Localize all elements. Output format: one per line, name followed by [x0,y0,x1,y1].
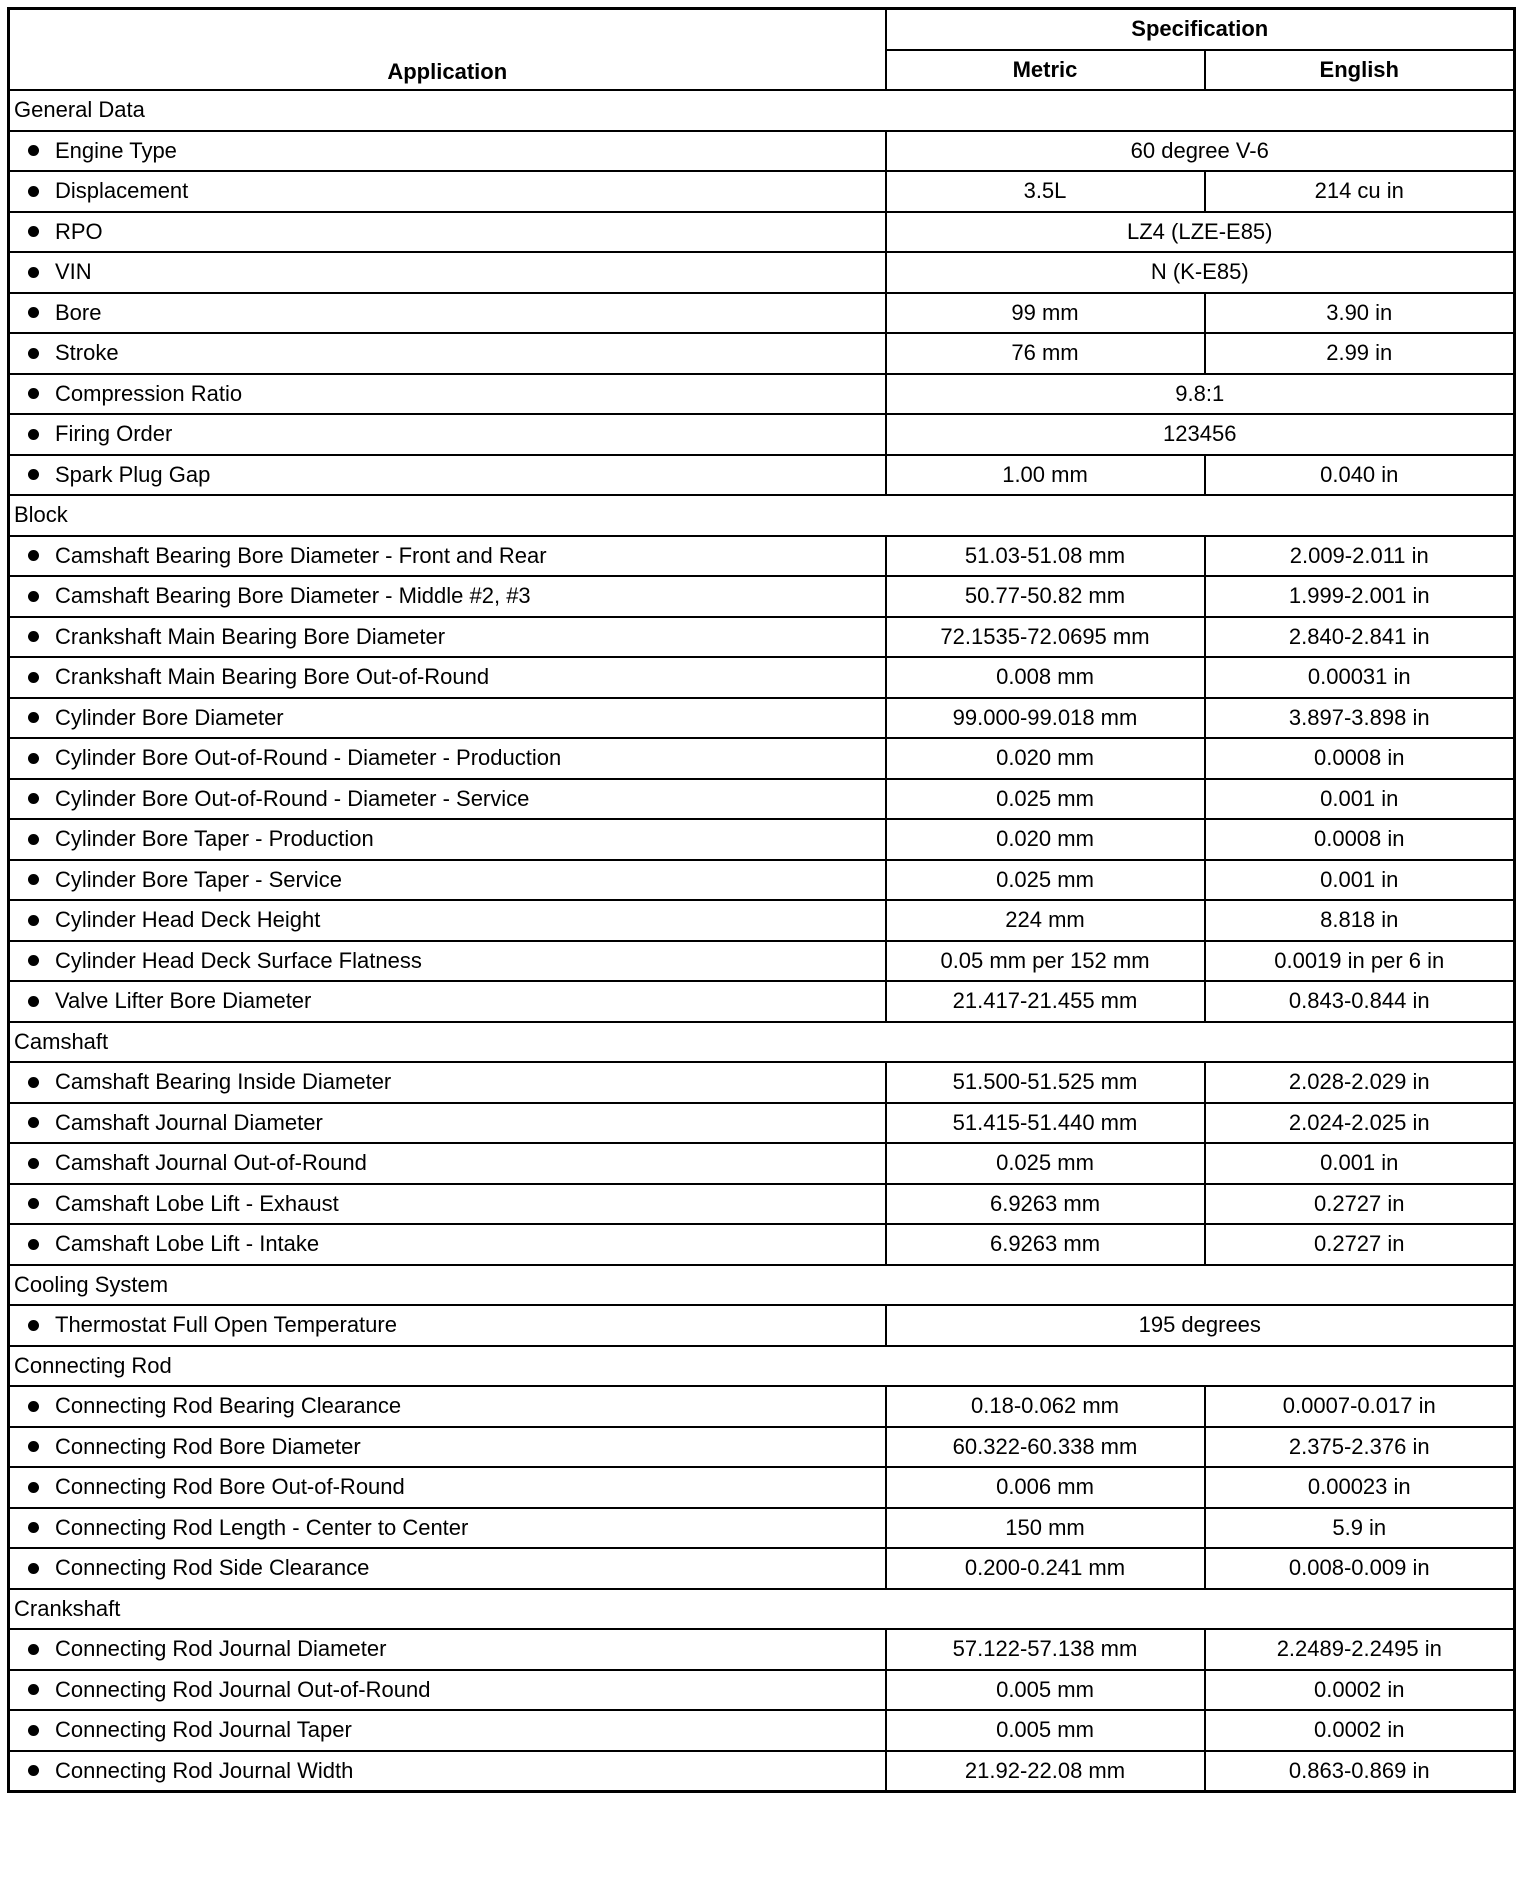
table-row [9,819,1515,860]
bullet-icon [28,267,39,278]
english-value-cell: 2.2489-2.2495 in [1205,1629,1515,1670]
application-label: Cylinder Bore Out-of-Round - Diameter - Service [55,785,530,811]
application-label: Connecting Rod Bore Out-of-Round [55,1474,405,1500]
application-label: Crankshaft Main Bearing Bore Diameter [55,623,446,649]
english-value-cell: 0.00031 in [1205,657,1515,698]
section-row [9,90,1515,131]
table-row [9,1710,1515,1751]
bullet-icon [28,996,39,1007]
bullet-icon [28,1077,39,1088]
english-value-cell: 2.009-2.011 in [1205,536,1515,577]
application-label: Connecting Rod Journal Diameter [55,1636,387,1662]
section-row [9,1265,1515,1306]
bullet-icon [28,429,39,440]
combined-value-cell: LZ4 (LZE-E85) [886,212,1515,253]
application-cell [9,1467,886,1508]
bullet-icon [28,1320,39,1331]
metric-value-cell: 6.9263 mm [886,1184,1205,1225]
application-label: Connecting Rod Journal Out-of-Round [55,1676,431,1702]
bullet-icon [28,915,39,926]
section-title: Cooling System [9,1265,1515,1306]
metric-value-cell: 0.005 mm [886,1710,1205,1751]
application-label: Cylinder Head Deck Height [55,907,321,933]
combined-value-cell: 195 degrees [886,1305,1515,1346]
table-row [9,981,1515,1022]
bullet-icon [28,1441,39,1452]
application-label: Connecting Rod Journal Taper [55,1717,352,1743]
bullet-icon [28,1684,39,1695]
english-value-cell: 2.024-2.025 in [1205,1103,1515,1144]
application-cell [9,860,886,901]
bullet-icon [28,226,39,237]
application-cell [9,1508,886,1549]
metric-value-cell: 21.417-21.455 mm [886,981,1205,1022]
bullet-icon [28,307,39,318]
application-label: Compression Ratio [55,380,243,406]
metric-value-cell: 0.005 mm [886,1670,1205,1711]
section-row [9,1589,1515,1630]
english-value-cell: 2.375-2.376 in [1205,1427,1515,1468]
table-row [9,1062,1515,1103]
application-cell [9,374,886,415]
metric-value-cell: 50.77-50.82 mm [886,576,1205,617]
application-cell [9,1670,886,1711]
table-row [9,738,1515,779]
english-value-cell: 3.90 in [1205,293,1515,334]
english-value-cell: 0.0008 in [1205,819,1515,860]
english-header: English [1205,50,1515,91]
english-value-cell: 0.0007-0.017 in [1205,1386,1515,1427]
application-cell [9,576,886,617]
metric-value-cell: 0.200-0.241 mm [886,1548,1205,1589]
english-value-cell: 5.9 in [1205,1508,1515,1549]
table-row [9,293,1515,334]
application-label: Cylinder Bore Out-of-Round - Diameter - Production [55,745,562,771]
bullet-icon [28,753,39,764]
application-label: RPO [55,218,103,244]
metric-value-cell: 0.006 mm [886,1467,1205,1508]
application-label: Cylinder Bore Taper - Service [55,866,342,892]
bullet-icon [28,1563,39,1574]
application-cell [9,1103,886,1144]
table-row [9,1548,1515,1589]
bullet-icon [28,469,39,480]
table-row [9,333,1515,374]
table-row [9,1751,1515,1792]
bullet-icon [28,145,39,156]
application-cell [9,698,886,739]
section-row [9,1022,1515,1063]
english-value-cell: 0.001 in [1205,1143,1515,1184]
table-row [9,131,1515,172]
metric-value-cell: 3.5L [886,171,1205,212]
table-row [9,1143,1515,1184]
english-value-cell: 2.99 in [1205,333,1515,374]
english-value-cell: 0.2727 in [1205,1184,1515,1225]
application-label: Cylinder Bore Diameter [55,704,284,730]
application-cell [9,617,886,658]
table-row [9,779,1515,820]
application-cell [9,1751,886,1792]
bullet-icon [28,672,39,683]
english-value-cell: 0.00023 in [1205,1467,1515,1508]
table-row [9,576,1515,617]
table-row [9,1467,1515,1508]
bullet-icon [28,1765,39,1776]
application-cell [9,779,886,820]
application-cell [9,212,886,253]
application-cell [9,1224,886,1265]
application-label: VIN [55,259,92,285]
english-value-cell: 0.863-0.869 in [1205,1751,1515,1792]
table-row [9,212,1515,253]
english-value-cell: 3.897-3.898 in [1205,698,1515,739]
table-row [9,1508,1515,1549]
application-label: Camshaft Journal Out-of-Round [55,1150,367,1176]
english-value-cell: 0.008-0.009 in [1205,1548,1515,1589]
bullet-icon [28,388,39,399]
bullet-icon [28,1158,39,1169]
metric-value-cell: 99 mm [886,293,1205,334]
application-cell [9,1629,886,1670]
application-label: Stroke [55,340,119,366]
application-cell [9,252,886,293]
combined-value-cell: 9.8:1 [886,374,1515,415]
bullet-icon [28,186,39,197]
application-cell [9,1305,886,1346]
table-row [9,455,1515,496]
specification-header: Specification [886,9,1515,50]
metric-value-cell: 0.025 mm [886,1143,1205,1184]
application-cell [9,455,886,496]
application-label: Camshaft Lobe Lift - Intake [55,1231,320,1257]
bullet-icon [28,874,39,885]
section-title: Crankshaft [9,1589,1515,1630]
application-cell [9,1184,886,1225]
application-cell [9,819,886,860]
metric-value-cell: 51.415-51.440 mm [886,1103,1205,1144]
metric-value-cell: 57.122-57.138 mm [886,1629,1205,1670]
application-label: Displacement [55,178,189,204]
english-value-cell: 214 cu in [1205,171,1515,212]
metric-value-cell: 76 mm [886,333,1205,374]
table-row [9,1427,1515,1468]
english-value-cell: 0.001 in [1205,860,1515,901]
metric-value-cell: 51.03-51.08 mm [886,536,1205,577]
table-row [9,252,1515,293]
application-cell [9,657,886,698]
section-title: General Data [9,90,1515,131]
metric-value-cell: 21.92-22.08 mm [886,1751,1205,1792]
table-row [9,900,1515,941]
section-title: Camshaft [9,1022,1515,1063]
bullet-icon [28,591,39,602]
section-row [9,495,1515,536]
application-label: Valve Lifter Bore Diameter [55,988,312,1014]
english-value-cell: 2.028-2.029 in [1205,1062,1515,1103]
english-value-cell: 0.001 in [1205,779,1515,820]
english-value-cell: 0.0002 in [1205,1710,1515,1751]
section-title: Connecting Rod [9,1346,1515,1387]
table-row [9,374,1515,415]
bullet-icon [28,1198,39,1209]
metric-value-cell: 0.025 mm [886,779,1205,820]
english-value-cell: 0.0008 in [1205,738,1515,779]
table-row [9,1103,1515,1144]
metric-header: Metric [886,50,1205,91]
metric-value-cell: 1.00 mm [886,455,1205,496]
combined-value-cell: 123456 [886,414,1515,455]
english-value-cell: 0.2727 in [1205,1224,1515,1265]
application-label: Camshaft Journal Diameter [55,1109,323,1135]
application-cell [9,900,886,941]
application-label: Spark Plug Gap [55,461,211,487]
english-value-cell: 0.0019 in per 6 in [1205,941,1515,982]
application-cell [9,293,886,334]
table-row [9,1629,1515,1670]
application-cell [9,333,886,374]
metric-value-cell: 0.020 mm [886,819,1205,860]
english-value-cell: 2.840-2.841 in [1205,617,1515,658]
application-cell [9,1427,886,1468]
bullet-icon [28,348,39,359]
table-row [9,414,1515,455]
bullet-icon [28,1239,39,1250]
application-label: Firing Order [55,421,173,447]
english-value-cell: 0.040 in [1205,455,1515,496]
application-label: Connecting Rod Length - Center to Center [55,1514,469,1540]
application-label: Connecting Rod Bearing Clearance [55,1393,402,1419]
metric-value-cell: 51.500-51.525 mm [886,1062,1205,1103]
table-row [9,941,1515,982]
application-label: Camshaft Bearing Inside Diameter [55,1069,392,1095]
application-cell [9,171,886,212]
application-cell [9,1062,886,1103]
english-value-cell: 1.999-2.001 in [1205,576,1515,617]
table-row [9,171,1515,212]
application-label: Connecting Rod Journal Width [55,1757,354,1783]
metric-value-cell: 0.18-0.062 mm [886,1386,1205,1427]
application-label: Cylinder Head Deck Surface Flatness [55,947,422,973]
application-label: Camshaft Bearing Bore Diameter - Middle #2, #3 [55,583,531,609]
english-value-cell: 8.818 in [1205,900,1515,941]
application-label: Crankshaft Main Bearing Bore Out-of-Round [55,664,490,690]
metric-value-cell: 72.1535-72.0695 mm [886,617,1205,658]
bullet-icon [28,1401,39,1412]
bullet-icon [28,793,39,804]
application-cell [9,1143,886,1184]
table-row [9,1386,1515,1427]
table-body [9,90,1515,1792]
application-cell [9,738,886,779]
metric-value-cell: 60.322-60.338 mm [886,1427,1205,1468]
application-label: Engine Type [55,137,177,163]
bullet-icon [28,955,39,966]
metric-value-cell: 0.008 mm [886,657,1205,698]
bullet-icon [28,631,39,642]
application-cell [9,1548,886,1589]
application-label: Thermostat Full Open Temperature [55,1312,397,1338]
application-cell [9,1710,886,1751]
table-row [9,1305,1515,1346]
application-cell [9,536,886,577]
section-title: Block [9,495,1515,536]
table-row [9,698,1515,739]
table-row [9,617,1515,658]
specification-table [7,7,1516,1793]
application-cell [9,941,886,982]
metric-value-cell: 99.000-99.018 mm [886,698,1205,739]
application-label: Connecting Rod Side Clearance [55,1555,370,1581]
application-cell [9,1386,886,1427]
table-row [9,860,1515,901]
application-cell [9,414,886,455]
combined-value-cell: 60 degree V-6 [886,131,1515,172]
application-header: Application [9,9,886,91]
english-value-cell: 0.0002 in [1205,1670,1515,1711]
application-label: Camshaft Bearing Bore Diameter - Front and Rear [55,542,547,568]
bullet-icon [28,1644,39,1655]
section-row [9,1346,1515,1387]
application-cell [9,131,886,172]
table-row [9,536,1515,577]
application-cell [9,981,886,1022]
bullet-icon [28,1117,39,1128]
metric-value-cell: 6.9263 mm [886,1224,1205,1265]
table-row [9,1184,1515,1225]
bullet-icon [28,1482,39,1493]
bullet-icon [28,834,39,845]
metric-value-cell: 0.05 mm per 152 mm [886,941,1205,982]
metric-value-cell: 0.020 mm [886,738,1205,779]
combined-value-cell: N (K-E85) [886,252,1515,293]
metric-value-cell: 224 mm [886,900,1205,941]
application-label: Connecting Rod Bore Diameter [55,1433,361,1459]
english-value-cell: 0.843-0.844 in [1205,981,1515,1022]
table-row [9,1224,1515,1265]
table-row [9,657,1515,698]
bullet-icon [28,1522,39,1533]
bullet-icon [28,1725,39,1736]
application-label: Bore [55,299,102,325]
table-row [9,1670,1515,1711]
application-label: Camshaft Lobe Lift - Exhaust [55,1190,339,1216]
bullet-icon [28,550,39,561]
metric-value-cell: 150 mm [886,1508,1205,1549]
application-label: Cylinder Bore Taper - Production [55,826,374,852]
metric-value-cell: 0.025 mm [886,860,1205,901]
bullet-icon [28,712,39,723]
